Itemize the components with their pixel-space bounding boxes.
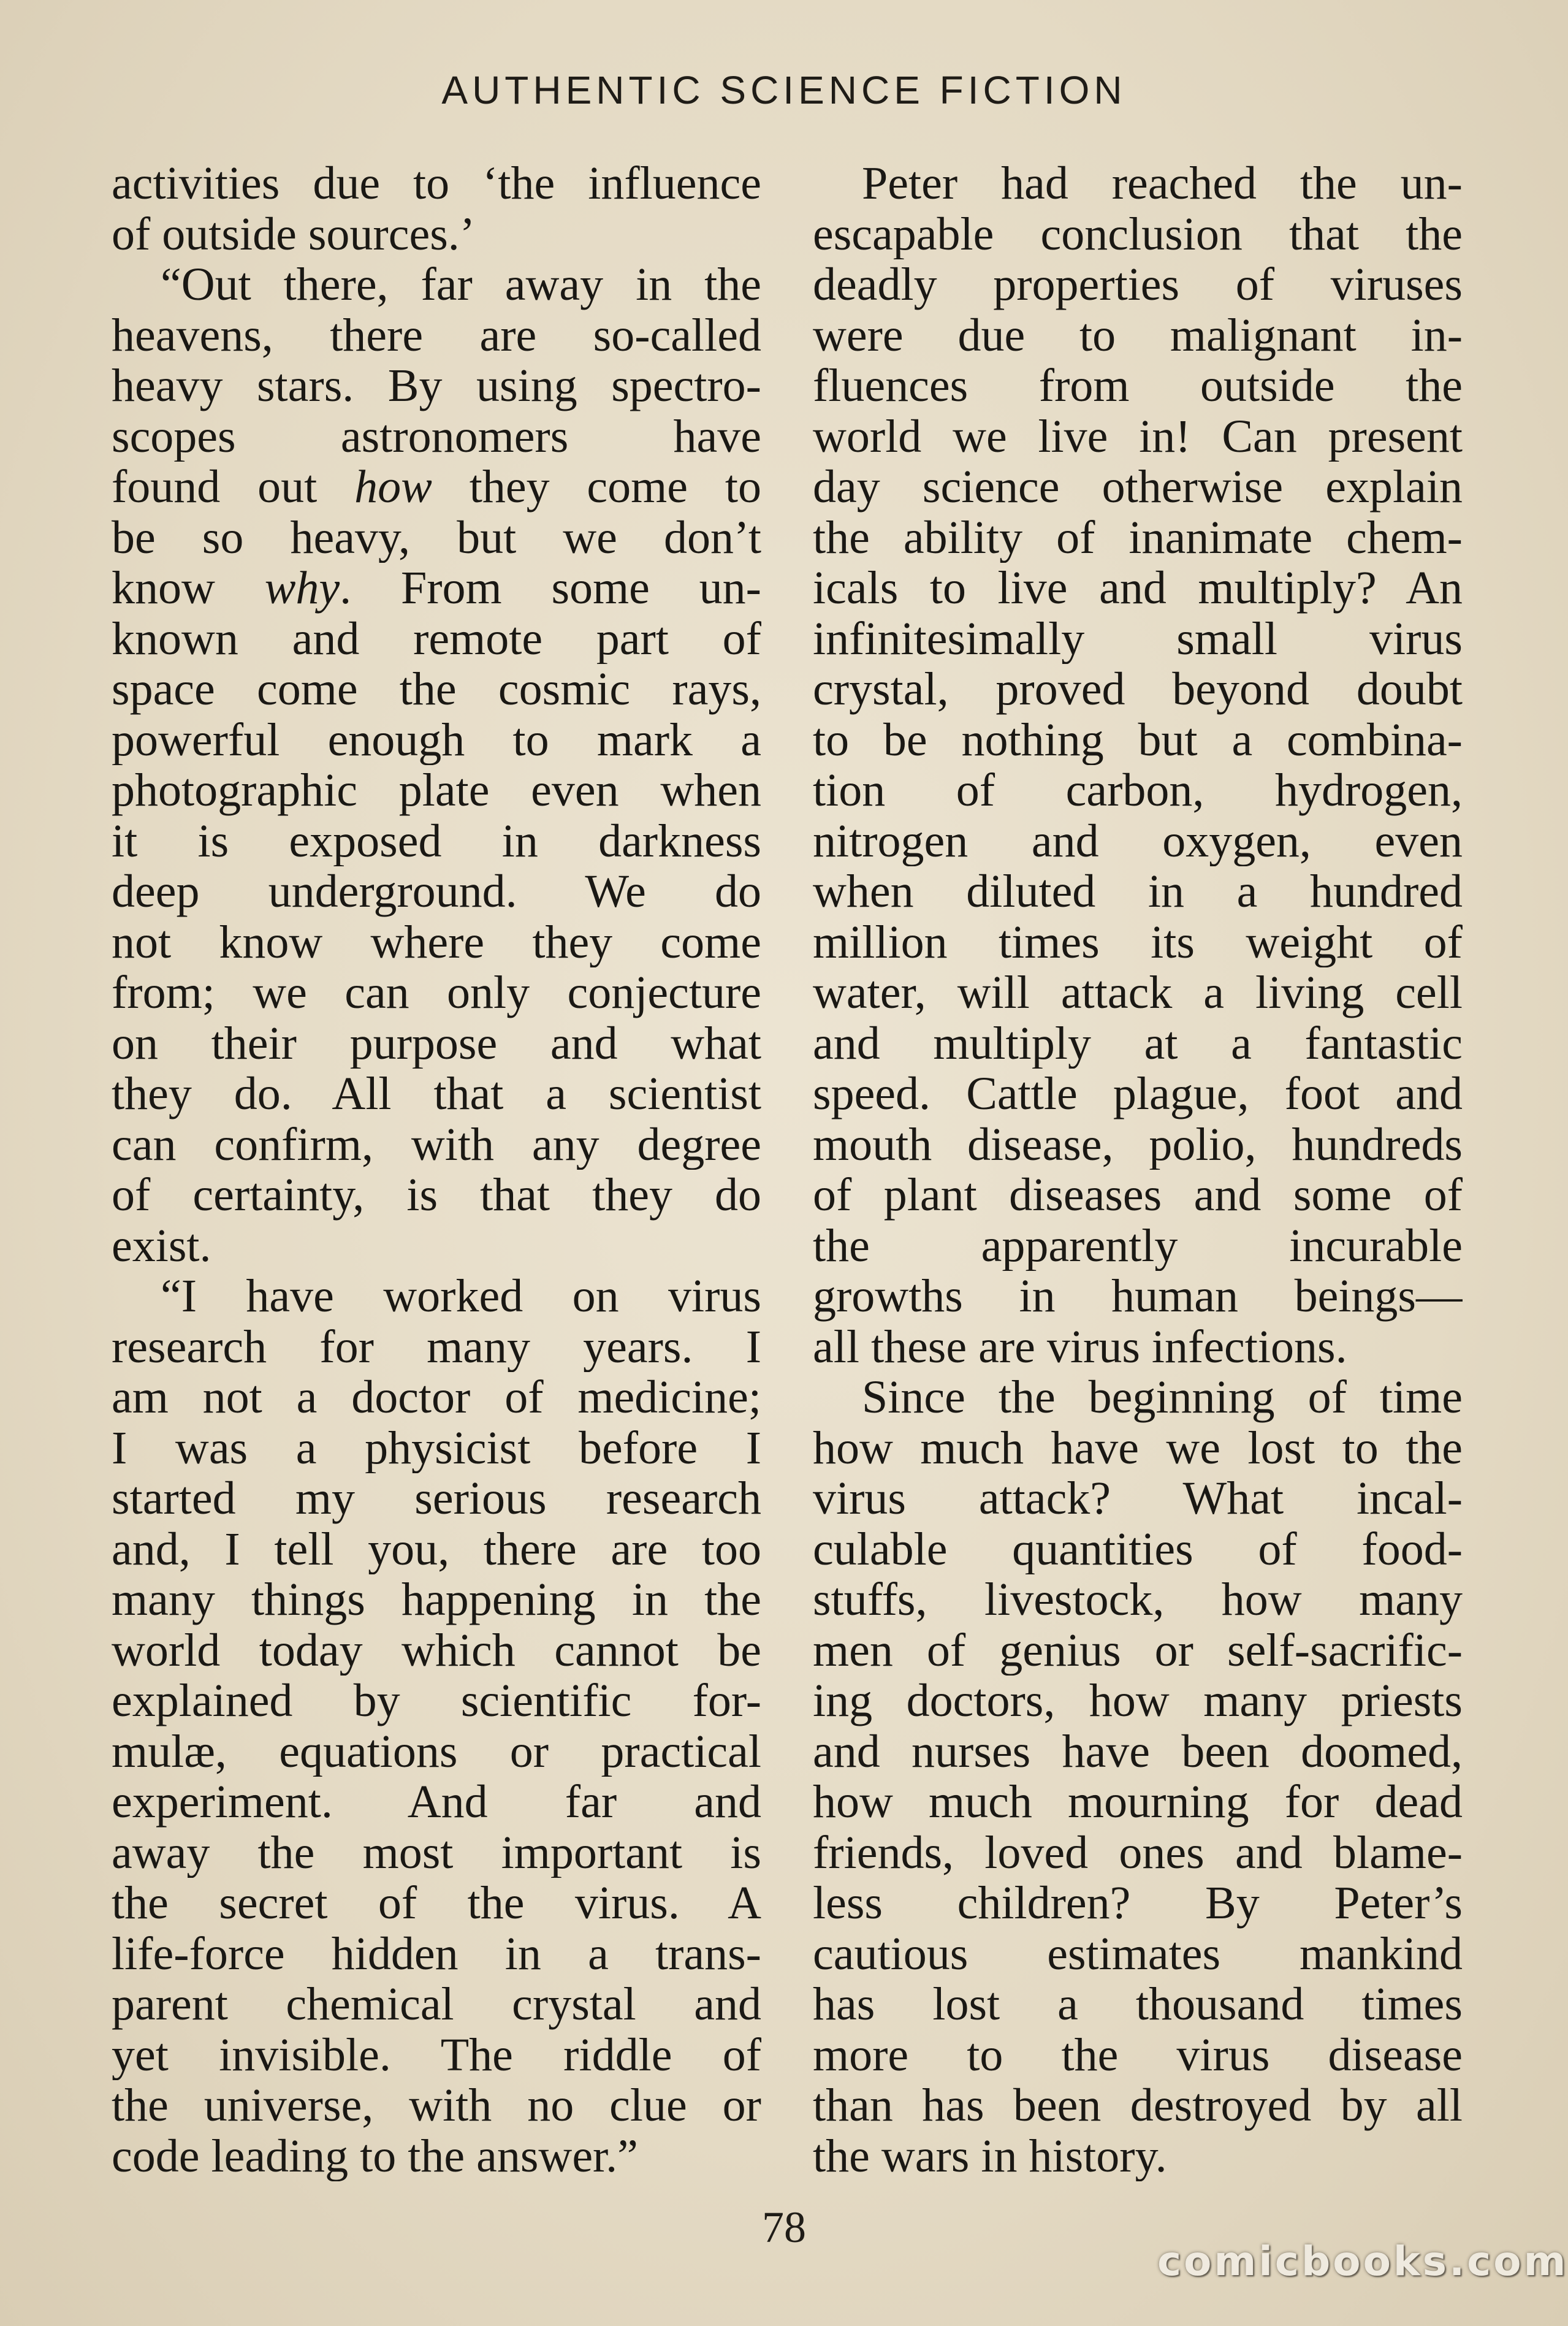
text-line: were due to malignant in- <box>813 310 1463 360</box>
text-line: can confirm, with any degree <box>112 1119 761 1170</box>
text-line: escapable conclusion that the <box>813 208 1463 259</box>
text-line: started my serious research <box>112 1473 761 1524</box>
text-line: of plant diseases and some of <box>813 1170 1463 1221</box>
text-line: day science otherwise explain <box>813 462 1463 513</box>
text-line: heavy stars. By using spectro- <box>112 360 761 411</box>
text-line: tion of carbon, hydrogen, <box>813 765 1463 816</box>
running-head: AUTHENTIC SCIENCE FICTION <box>441 68 1127 112</box>
text-line: parent chemical crystal and <box>112 1979 761 2030</box>
text-line: powerful enough to mark a <box>112 714 761 765</box>
text-line: than has been destroyed by all <box>813 2080 1463 2131</box>
italic-word: how <box>354 462 432 513</box>
text-line: world today which cannot be <box>112 1625 761 1676</box>
text-line: and, I tell you, there are too <box>112 1523 761 1574</box>
text-line: the apparently incurable <box>813 1220 1463 1271</box>
text-line: photographic plate even when <box>112 765 761 816</box>
text-line: cautious estimates mankind <box>813 1928 1463 1979</box>
text-line: it is exposed in darkness <box>112 815 761 866</box>
text-line: not know where they come <box>112 917 761 967</box>
text-line: be so heavy, but we don’t <box>112 512 761 563</box>
text-line: I was a physicist before I <box>112 1422 761 1473</box>
text-line: water, will attack a living cell <box>813 967 1463 1018</box>
text-line: research for many years. I <box>112 1321 761 1372</box>
text-line: infinitesimally small virus <box>813 613 1463 664</box>
text-line: Since the beginning of time <box>862 1372 1463 1423</box>
text-line <box>112 462 761 513</box>
text-line: away the most important is <box>112 1827 761 1878</box>
text-line: culable quantities of food- <box>813 1523 1463 1574</box>
text-run: they come to <box>432 462 761 513</box>
text-line: deadly properties of viruses <box>813 259 1463 310</box>
text-line: yet invisible. The riddle of <box>112 2029 761 2080</box>
text-line: all these are virus infections. <box>813 1321 1347 1372</box>
text-line: less children? By Peter’s <box>813 1878 1463 1929</box>
text-line: many things happening in the <box>112 1574 761 1625</box>
text-line: of outside sources.’ <box>112 208 476 259</box>
text-line: heavens, there are so-called <box>112 310 761 360</box>
text-line: how much mourning for dead <box>813 1777 1463 1828</box>
page-number: 78 <box>762 2203 806 2252</box>
right-column <box>813 158 1463 2181</box>
text-line: icals to live and multiply? An <box>813 563 1463 614</box>
text-line: mouth disease, polio, hundreds <box>813 1119 1463 1170</box>
text-line: from; we can only conjecture <box>112 967 761 1018</box>
text-line: of certainty, is that they do <box>112 1170 761 1221</box>
text-line: growths in human beings— <box>813 1271 1463 1322</box>
text-line: mulæ, equations or practical <box>112 1726 761 1777</box>
text-line: virus attack? What incal- <box>813 1473 1463 1524</box>
text-line: experiment. And far and <box>112 1777 761 1828</box>
text-line: has lost a thousand times <box>813 1979 1463 2030</box>
text-line: known and remote part of <box>112 613 761 664</box>
text-line: “I have worked on virus <box>161 1271 761 1322</box>
text-line: fluences from outside the <box>813 360 1463 411</box>
text-line: code leading to the answer.” <box>112 2130 638 2181</box>
text-line: world we live in! Can present <box>813 411 1463 462</box>
text-line: exist. <box>112 1220 211 1271</box>
text-line: more to the virus disease <box>813 2029 1463 2080</box>
text-run: . From some un- <box>340 563 761 614</box>
text-line: speed. Cattle plague, foot and <box>813 1069 1463 1119</box>
text-line: life-force hidden in a trans- <box>112 1928 761 1979</box>
text-line: am not a doctor of medicine; <box>112 1372 761 1423</box>
italic-word: why <box>264 563 340 614</box>
text-line: nitrogen and oxygen, even <box>813 815 1463 866</box>
left-column <box>112 158 761 2181</box>
text-line: million times its weight of <box>813 917 1463 967</box>
text-line: men of genius or self-sacrific- <box>813 1625 1463 1676</box>
text-line: when diluted in a hundred <box>813 866 1463 917</box>
text-line: “Out there, far away in the <box>161 259 761 310</box>
text-line: space come the cosmic rays, <box>112 664 761 715</box>
text-line: ing doctors, how many priests <box>813 1676 1463 1726</box>
text-line: how much have we lost to the <box>813 1422 1463 1473</box>
text-run: found out <box>112 462 355 513</box>
text-run: know <box>112 563 265 614</box>
text-line: deep underground. We do <box>112 866 761 917</box>
text-line: activities due to ‘the influence <box>112 158 761 209</box>
watermark-logo: comicbooks.com <box>1157 2238 1568 2285</box>
text-line: they do. All that a scientist <box>112 1069 761 1119</box>
text-line: and multiply at a fantastic <box>813 1018 1463 1069</box>
text-line: stuffs, livestock, how many <box>813 1574 1463 1625</box>
text-line: explained by scientific for- <box>112 1676 761 1726</box>
text-line: friends, loved ones and blame- <box>813 1827 1463 1878</box>
text-line: the ability of inanimate chem- <box>813 512 1463 563</box>
text-line: the wars in history. <box>813 2130 1167 2181</box>
text-line: crystal, proved beyond doubt <box>813 664 1463 715</box>
text-line: the secret of the virus. A <box>112 1878 761 1929</box>
text-line: on their purpose and what <box>112 1018 761 1069</box>
text-line: to be nothing but a combina- <box>813 714 1463 765</box>
text-line <box>112 563 761 614</box>
text-line: scopes astronomers have <box>112 411 761 462</box>
text-line: and nurses have been doomed, <box>813 1726 1463 1777</box>
text-line: Peter had reached the un- <box>862 158 1463 209</box>
text-line: the universe, with no clue or <box>112 2080 761 2131</box>
